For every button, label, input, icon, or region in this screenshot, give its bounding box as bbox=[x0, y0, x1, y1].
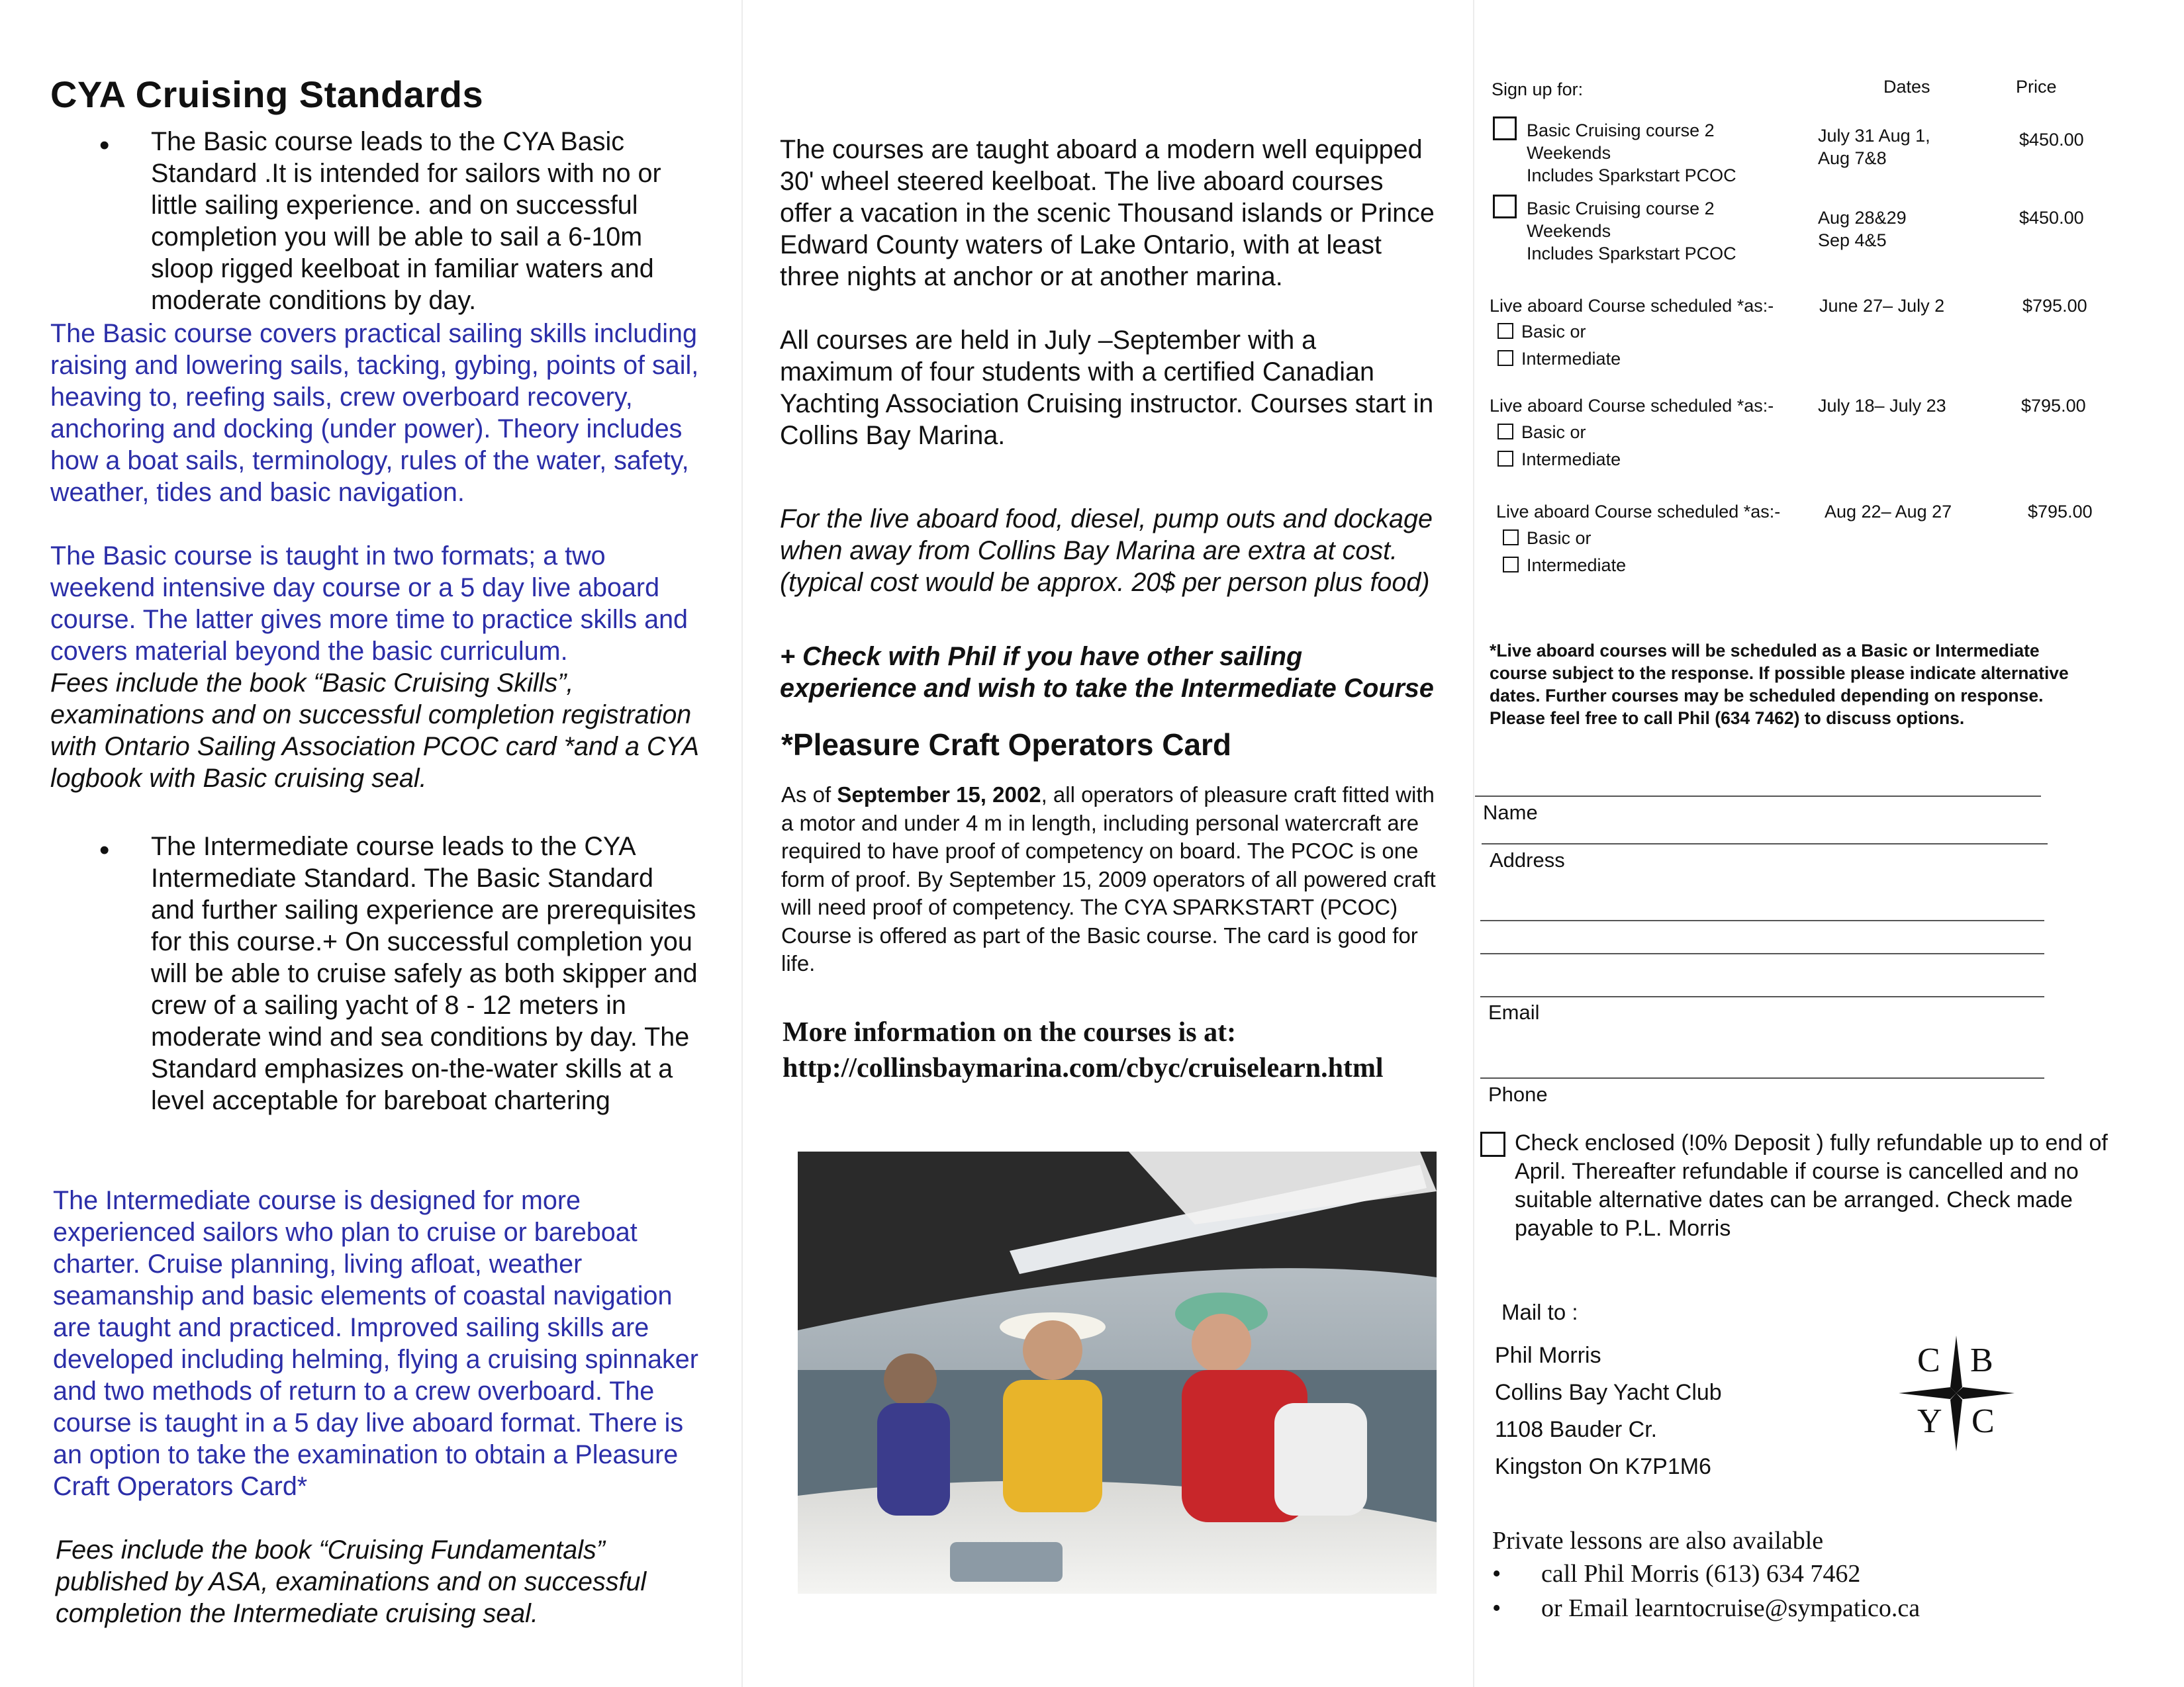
pcoc-paragraph: As of September 15, 2002, all operators of pleasure craft fitted with a motor and under 4 m in length, including personal watercraft are required to have proof of competency on board. The PCOC is one form of proof. By September 15, 2009 operators of all powered craft will need proof of competency. The CYA SPARKSTART (PCOC) Course is offered as part of the Basic course. The card is good for life. bbox=[781, 782, 1436, 976]
logo-letter-c2: C bbox=[1971, 1402, 1995, 1440]
basic-course-fees: Fees include the book “Basic Cruising Skills”, examinations and on successful completion registration with Ontario Sailing Association PCOC card *and a CYA logbook with Basic cruising seal. bbox=[50, 668, 698, 793]
courses-intro: The courses are taught aboard a modern well equipped 30' wheel steered keelboat. The live aboard courses offer a vacation in the scenic Thousand islands or Prince Edward County waters of Lake Ontario, with at least three nights at anchor or at another marina. bbox=[780, 135, 1435, 291]
liveaboard-scheduling-note: *Live aboard courses will be scheduled as a Basic or Intermediate course subject to the response. If possible please indicate alternative dates. Further courses may be scheduled depending on response. Please feel free to call Phil (634 7462) to discuss options. bbox=[1490, 641, 2069, 728]
course-info-link[interactable]: http://collinsbaymarina.com/cbyc/cruiselearn.html bbox=[783, 1053, 1384, 1083]
intermediate-standard-bullet: The Intermediate course leads to the CYA Intermediate Standard. The Basic Standard and further sailing experience are prerequisites for this course.+ On successful completion you will be able to cruise safely as both skipper and crew of a sailing yacht of 8 - 12 meters in moderate wind and sea conditions by day. The Standard emphasizes on-the-water skills at a level acceptable for bareboat chartering bbox=[151, 832, 698, 1115]
basic-course-1-checkbox[interactable] bbox=[1493, 116, 1517, 140]
pcoc-heading: *Pleasure Craft Operators Card bbox=[781, 727, 1232, 762]
liveaboard-1-dates: June 27– July 2 bbox=[1819, 296, 1945, 316]
liveaboard-2-title: Live aboard Course scheduled *as:- bbox=[1490, 396, 1774, 416]
intermediate-course-fees: Fees include the book “Cruising Fundamentals” published by ASA, examinations and on successful completion the Intermediate cruising seal. bbox=[56, 1535, 647, 1628]
logo-letter-y: Y bbox=[1917, 1402, 1942, 1440]
liveaboard-3-basic-label: Basic or bbox=[1527, 528, 1591, 548]
price-header: Price bbox=[2016, 77, 2057, 97]
page-title: CYA Cruising Standards bbox=[50, 73, 484, 115]
sailing-crew-photo bbox=[798, 1152, 1437, 1594]
liveaboard-2-dates: July 18– July 23 bbox=[1818, 396, 1946, 416]
address-line bbox=[1482, 843, 2048, 844]
liveaboard-1-basic-checkbox[interactable] bbox=[1497, 323, 1513, 339]
email-line bbox=[1480, 996, 2044, 997]
liveaboard-costs-note: For the live aboard food, diesel, pump outs and dockage when away from Collins Bay Marina are extra at cost. (typical cost would be approx. 20$ per person plus food) bbox=[780, 504, 1433, 597]
bullet-icon: • bbox=[1492, 1594, 1501, 1622]
basic-course-description: The Basic course covers practical sailing skills including raising and lowering sails, tacking, gybing, points of sail, heaving to, reefing sails, crew overboard recovery, anchoring and docking (under power). Theory includes how a boat sails, terminology, rules of the water, safety, weather, tides and basic navigation. bbox=[50, 319, 699, 507]
liveaboard-3-intermediate-checkbox[interactable] bbox=[1503, 557, 1519, 572]
mailing-address-line: Kingston On K7P1M6 bbox=[1495, 1454, 1711, 1479]
basic-course-2-checkbox[interactable] bbox=[1493, 195, 1517, 218]
courses-schedule: All courses are held in July –September with a maximum of four students with a certified Canadian Yachting Association Cruising instructor. Courses start in Collins Bay Marina. bbox=[780, 326, 1434, 450]
phone-field[interactable] bbox=[1483, 1080, 2046, 1120]
dates-header: Dates bbox=[1883, 77, 1930, 97]
intermediate-course-description: The Intermediate course is designed for more experienced sailors who plan to cruise or bareboat charter. Cruise planning, living afloat, weather seamanship and basic elements of coastal navigation are taught and practiced. Improved sailing skills are developed including helming, flying a cruising spinnaker and two methods of return to a crew overboard. The course is taught in a 5 day live aboard format. There is an option to take the examination to obtain a Pleasure Craft Operators Card* bbox=[53, 1186, 698, 1501]
liveaboard-2-price: $795.00 bbox=[2021, 396, 2086, 416]
name-line bbox=[1475, 796, 2041, 797]
liveaboard-2-basic-checkbox[interactable] bbox=[1497, 424, 1513, 439]
check-enclosed-text: Check enclosed (!0% Deposit ) fully refundable up to end of April. Thereafter refundable if course is cancelled and no suitable alternative dates can be arranged. Check made payable to P.L. Morris bbox=[1515, 1130, 2108, 1241]
basic-standard-bullet: The Basic course leads to the CYA Basic Standard .It is intended for sailors with no or little sailing experience. and on successful completion you will be able to sail a 6-10m sloop rigged keelboat in familiar waters and moderate conditions by day. bbox=[151, 127, 661, 315]
liveaboard-2-basic-label: Basic or bbox=[1521, 422, 1586, 442]
liveaboard-3-intermediate-label: Intermediate bbox=[1527, 555, 1627, 575]
signup-header: Sign up for: bbox=[1492, 79, 1584, 99]
intermediate-eligibility-note: + Check with Phil if you have other sailing experience and wish to take the Intermediate Course bbox=[780, 642, 1434, 703]
private-lessons-email[interactable]: or Email learntocruise@sympatico.ca bbox=[1541, 1594, 1921, 1622]
basic-course-formats: The Basic course is taught in two formats; a two weekend intensive day course or a 5 day live aboard course. The latter gives more time to practice skills and covers material beyond the basic curriculum. bbox=[50, 541, 688, 666]
basic-course-1-dates: July 31 Aug 1, Aug 7&8 bbox=[1818, 126, 1930, 168]
check-enclosed-checkbox[interactable] bbox=[1480, 1132, 1505, 1157]
bullet-icon: • bbox=[99, 834, 110, 866]
liveaboard-1-title: Live aboard Course scheduled *as:- bbox=[1490, 296, 1774, 316]
email-label: Email bbox=[1488, 1001, 1540, 1024]
basic-course-1-label: Basic Cruising course 2 Weekends Includes Sparkstart PCOC bbox=[1527, 120, 1736, 185]
address-label: Address bbox=[1490, 848, 1565, 872]
mailing-address bbox=[1495, 1337, 1722, 1485]
logo-letter-c: C bbox=[1917, 1342, 1940, 1379]
liveaboard-3-dates: Aug 22– Aug 27 bbox=[1825, 502, 1952, 522]
bullet-icon: • bbox=[99, 129, 110, 161]
basic-course-2-dates: Aug 28&29 Sep 4&5 bbox=[1818, 208, 1907, 250]
bullet-icon: • bbox=[1492, 1560, 1501, 1588]
basic-course-2-price: $450.00 bbox=[2019, 208, 2084, 228]
mail-to-label: Mail to : bbox=[1501, 1300, 1578, 1324]
liveaboard-1-basic-label: Basic or bbox=[1521, 322, 1586, 342]
compass-star-icon bbox=[1899, 1336, 2015, 1451]
mailing-address-line: Collins Bay Yacht Club bbox=[1495, 1380, 1722, 1405]
liveaboard-3-price: $795.00 bbox=[2028, 502, 2093, 522]
phone-label: Phone bbox=[1488, 1083, 1548, 1106]
mailing-address-line: 1108 Bauder Cr. bbox=[1495, 1417, 1658, 1442]
phone-line bbox=[1480, 1077, 2044, 1079]
liveaboard-3-title: Live aboard Course scheduled *as:- bbox=[1496, 502, 1781, 522]
name-label: Name bbox=[1483, 801, 1538, 824]
name-field[interactable] bbox=[1483, 801, 2046, 842]
private-lessons-heading: Private lessons are also available bbox=[1492, 1527, 1824, 1555]
basic-course-1-price: $450.00 bbox=[2019, 130, 2084, 150]
cbyc-compass-logo bbox=[1899, 1336, 2015, 1451]
liveaboard-1-intermediate-checkbox[interactable] bbox=[1497, 350, 1513, 366]
basic-course-2-label: Basic Cruising course 2 Weekends Includes Sparkstart PCOC bbox=[1527, 199, 1736, 263]
logo-letter-b: B bbox=[1970, 1342, 1993, 1379]
liveaboard-2-intermediate-checkbox[interactable] bbox=[1497, 451, 1513, 467]
email-field[interactable] bbox=[1483, 999, 2046, 1076]
mailing-address-line: Phil Morris bbox=[1495, 1343, 1601, 1368]
liveaboard-1-price: $795.00 bbox=[2022, 296, 2087, 316]
more-info-label: More information on the courses is at: bbox=[783, 1017, 1237, 1048]
liveaboard-1-intermediate-label: Intermediate bbox=[1521, 349, 1621, 369]
address-line-3 bbox=[1480, 953, 2044, 954]
address-field[interactable] bbox=[1483, 847, 2046, 999]
address-line-2 bbox=[1480, 920, 2044, 921]
private-lessons-phone: call Phil Morris (613) 634 7462 bbox=[1541, 1560, 1861, 1588]
liveaboard-2-intermediate-label: Intermediate bbox=[1521, 449, 1621, 469]
liveaboard-3-basic-checkbox[interactable] bbox=[1503, 529, 1519, 545]
